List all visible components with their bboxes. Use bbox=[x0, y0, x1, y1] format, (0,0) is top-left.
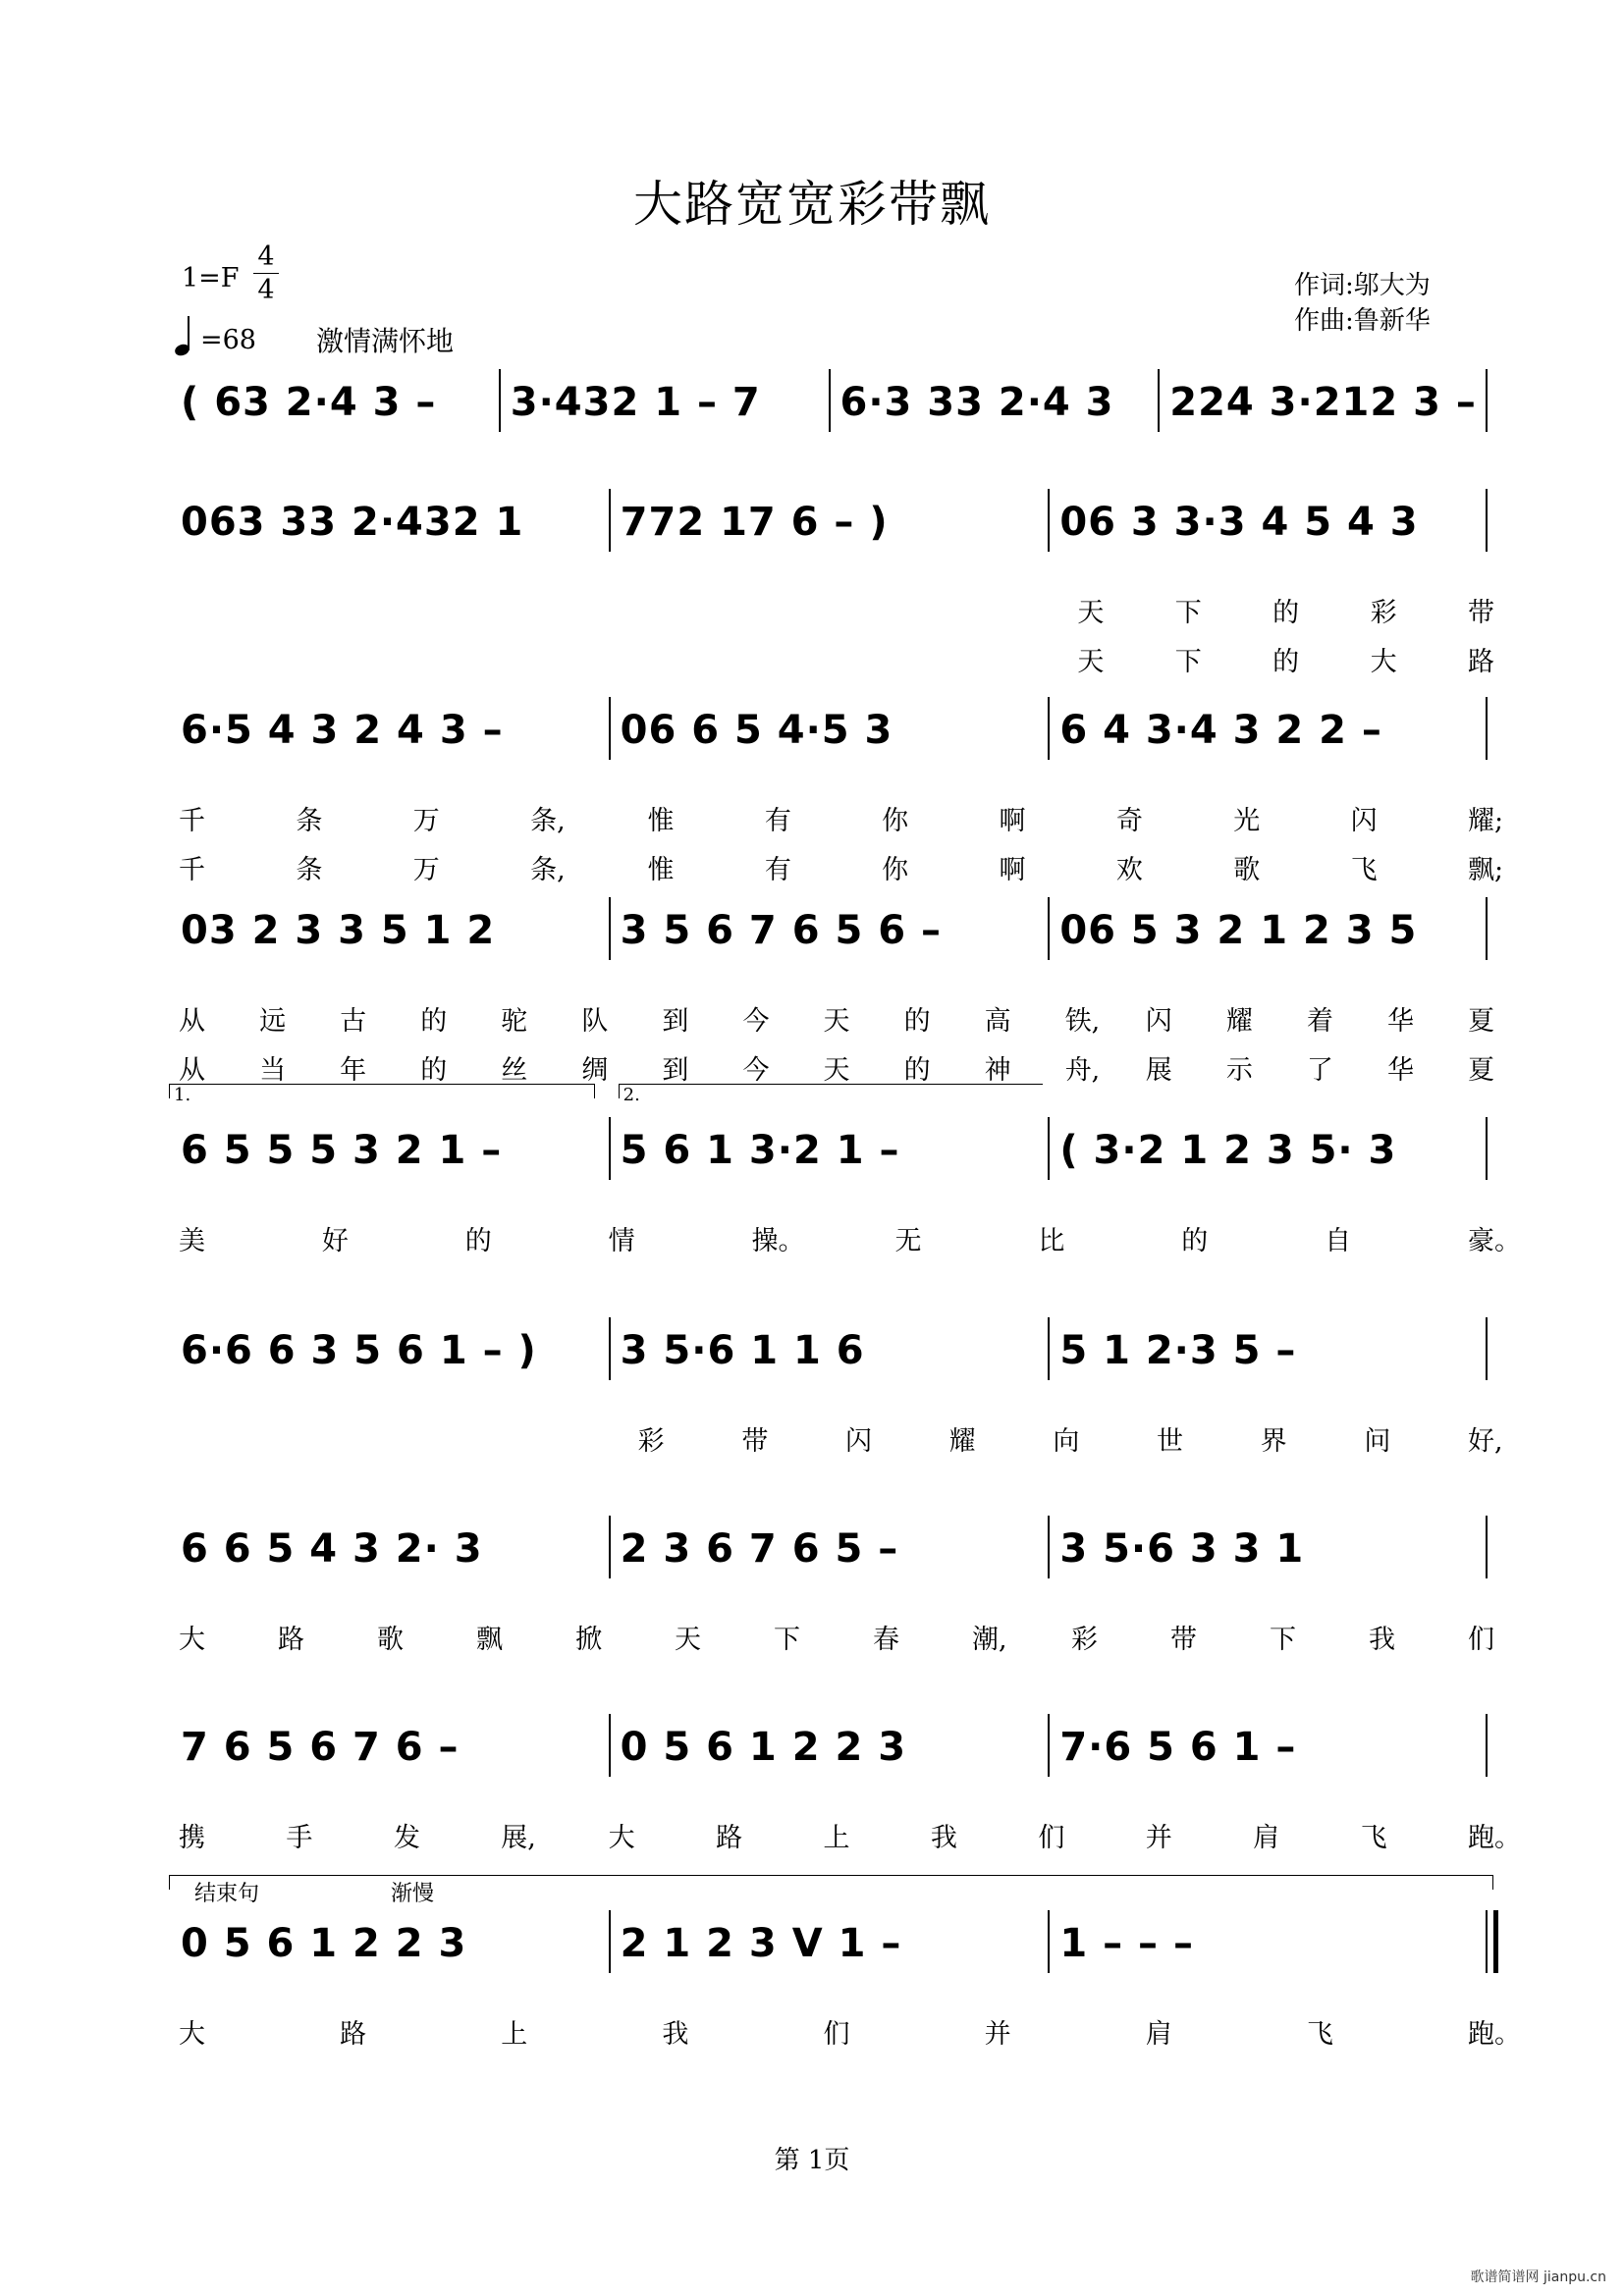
measure-notes: ( 63 2·4 3 – bbox=[181, 380, 437, 425]
lyric-syllable: 有 bbox=[764, 855, 791, 885]
tempo-marking bbox=[175, 316, 256, 355]
lyric-syllable: 天 bbox=[823, 1055, 850, 1086]
lyric-syllable: 展 bbox=[1145, 1055, 1172, 1086]
lyric-syllable: 闪 bbox=[845, 1426, 872, 1457]
lyricist-credit: 作词:邬大为 bbox=[1294, 271, 1431, 300]
lyric-syllable: 你 bbox=[882, 855, 909, 885]
lyric-syllable: 有 bbox=[764, 806, 791, 836]
lyric-syllable: 飞 bbox=[1360, 1823, 1387, 1853]
lyric-syllable: 你 bbox=[882, 806, 909, 836]
measure-notes: 1 – – – bbox=[1059, 1921, 1194, 1966]
lyric-syllable: 下 bbox=[774, 1625, 800, 1655]
lyric-syllable: 大 bbox=[608, 1823, 635, 1853]
barline bbox=[1048, 1117, 1050, 1180]
lyric-syllable: 示 bbox=[1225, 1055, 1253, 1086]
lyric-syllable: 问 bbox=[1364, 1426, 1391, 1457]
lyric-syllable: 天 bbox=[1077, 598, 1105, 628]
lyric-syllable: 携 bbox=[179, 1823, 205, 1853]
lyric-syllable: 大 bbox=[179, 2019, 205, 2050]
barline bbox=[609, 1317, 611, 1380]
ritardando-marking: 渐慢 bbox=[391, 1882, 435, 1906]
barline bbox=[1486, 489, 1488, 552]
lyric-syllable: 手 bbox=[286, 1823, 313, 1853]
barline bbox=[1486, 1317, 1488, 1380]
barline bbox=[1048, 1714, 1050, 1777]
measure-notes: 6 5 5 5 3 2 1 – bbox=[181, 1128, 503, 1173]
lyric-syllable: 华 bbox=[1386, 1006, 1414, 1037]
lyric-syllable: 跑。 bbox=[1468, 1823, 1521, 1853]
measure-notes: 3 5·6 1 1 6 bbox=[620, 1328, 865, 1373]
lyric-syllable: 奇 bbox=[1115, 806, 1143, 836]
barline bbox=[1486, 897, 1488, 960]
time-signature-top: 4 bbox=[257, 241, 275, 272]
lyric-syllable: 歌 bbox=[1233, 855, 1261, 885]
lyric-syllable: 飘; bbox=[1468, 855, 1504, 885]
lyric-syllable: 我 bbox=[662, 2019, 689, 2050]
lyric-syllable: 华 bbox=[1386, 1055, 1414, 1086]
lyric-syllable: 们 bbox=[1038, 1823, 1065, 1853]
lyric-syllable: 发 bbox=[393, 1823, 420, 1853]
lyric-syllable: 彩 bbox=[1071, 1625, 1098, 1655]
barline bbox=[1486, 1910, 1488, 1973]
lyric-syllable: 世 bbox=[1157, 1426, 1183, 1457]
lyric-syllable: 条 bbox=[296, 855, 323, 885]
lyric-syllable: 耀; bbox=[1468, 806, 1504, 836]
barline bbox=[609, 489, 611, 552]
lyric-syllable: 铁, bbox=[1064, 1006, 1101, 1037]
measure-notes: 063 33 2·432 1 bbox=[181, 500, 524, 545]
lyric-syllable: 千 bbox=[179, 806, 205, 836]
lyric-syllable: 的 bbox=[903, 1055, 931, 1086]
lyric-syllable: 带 bbox=[741, 1426, 769, 1457]
lyric-syllable: 光 bbox=[1233, 806, 1261, 836]
coda-label: 结束句 bbox=[194, 1882, 260, 1906]
barline bbox=[1048, 1317, 1050, 1380]
measure-notes: 3 5 6 7 6 5 6 – bbox=[620, 908, 942, 953]
measure-notes: 6·5 4 3 2 4 3 – bbox=[181, 708, 504, 753]
lyric-syllable: 们 bbox=[1468, 1625, 1494, 1655]
barline bbox=[1048, 897, 1050, 960]
lyric-syllable: 从 bbox=[179, 1006, 205, 1037]
lyric-syllable: 到 bbox=[662, 1006, 689, 1037]
lyric-syllable: 高 bbox=[984, 1006, 1011, 1037]
lyric-syllable: 的 bbox=[464, 1226, 492, 1256]
lyric-syllable: 情 bbox=[608, 1226, 635, 1256]
lyric-syllable: 彩 bbox=[637, 1426, 665, 1457]
song-title: 大路宽宽彩带飘 bbox=[633, 176, 991, 233]
coda-bracket bbox=[169, 1875, 1493, 1890]
lyric-syllable: 的 bbox=[1181, 1226, 1209, 1256]
measure-notes: 6 4 3·4 3 2 2 – bbox=[1059, 708, 1382, 753]
measure-notes: 6·3 33 2·4 3 bbox=[839, 380, 1114, 425]
lyric-syllable: 上 bbox=[501, 2019, 528, 2050]
lyric-syllable: 展, bbox=[501, 1823, 536, 1853]
watermark: 歌谱简谱网 jianpu.cn bbox=[1470, 2269, 1606, 2285]
measure-notes: ( 3·2 1 2 3 5· 3 bbox=[1059, 1128, 1397, 1173]
lyric-syllable: 肩 bbox=[1253, 1823, 1280, 1853]
barline bbox=[1158, 369, 1160, 432]
barline bbox=[609, 1714, 611, 1777]
measure-notes: 6 6 5 4 3 2· 3 bbox=[181, 1526, 483, 1572]
composer-credit: 作曲:鲁新华 bbox=[1294, 306, 1431, 336]
lyric-syllable: 路 bbox=[278, 1625, 304, 1655]
measure-notes: 06 6 5 4·5 3 bbox=[620, 708, 893, 753]
lyric-syllable: 欢 bbox=[1115, 855, 1143, 885]
barline bbox=[609, 697, 611, 760]
page-number: 第 1页 bbox=[774, 2146, 850, 2175]
barline bbox=[609, 897, 611, 960]
lyric-syllable: 今 bbox=[742, 1055, 770, 1086]
lyric-syllable: 彩 bbox=[1370, 598, 1397, 628]
lyric-syllable: 肩 bbox=[1145, 2019, 1172, 2050]
lyric-syllable: 上 bbox=[823, 1823, 850, 1853]
barline bbox=[1486, 1117, 1488, 1180]
measure-notes: 7·6 5 6 1 – bbox=[1059, 1725, 1297, 1770]
lyric-syllable: 跑。 bbox=[1468, 2019, 1521, 2050]
lyric-syllable: 的 bbox=[420, 1055, 448, 1086]
lyric-syllable: 操。 bbox=[751, 1226, 805, 1256]
volta-bracket: 2. bbox=[619, 1084, 1044, 1098]
tempo-value: =68 bbox=[200, 325, 256, 355]
lyric-syllable: 天 bbox=[1077, 647, 1105, 677]
lyric-syllable: 无 bbox=[894, 1226, 922, 1256]
lyric-syllable: 今 bbox=[742, 1006, 770, 1037]
lyric-syllable: 耀 bbox=[948, 1426, 976, 1457]
measure-notes: 03 2 3 3 5 1 2 bbox=[181, 908, 496, 953]
lyric-syllable: 当 bbox=[259, 1055, 287, 1086]
lyric-syllable: 的 bbox=[1272, 598, 1300, 628]
volta-bracket: 1. bbox=[169, 1084, 595, 1098]
measure-notes: 06 3 3·3 4 5 4 3 bbox=[1059, 500, 1419, 545]
lyric-syllable: 路 bbox=[1468, 647, 1494, 677]
lyric-syllable: 飞 bbox=[1350, 855, 1378, 885]
measure-notes: 2 1 2 3 V 1 – bbox=[620, 1921, 902, 1966]
quarter-note-icon bbox=[175, 316, 196, 355]
barline bbox=[1048, 1516, 1050, 1578]
lyric-syllable: 豪。 bbox=[1468, 1226, 1521, 1256]
barline bbox=[1486, 1516, 1488, 1578]
lyric-syllable: 大 bbox=[1370, 647, 1397, 677]
lyric-syllable: 从 bbox=[179, 1055, 205, 1086]
barline bbox=[829, 369, 831, 432]
measure-notes: 5 1 2·3 5 – bbox=[1059, 1328, 1297, 1373]
lyric-syllable: 啊 bbox=[999, 855, 1026, 885]
barline bbox=[609, 1117, 611, 1180]
lyric-syllable: 界 bbox=[1260, 1426, 1287, 1457]
lyric-syllable: 路 bbox=[340, 2019, 367, 2050]
barline bbox=[1486, 369, 1488, 432]
key-signature: 1=F bbox=[182, 263, 240, 294]
lyric-syllable: 条, bbox=[530, 855, 566, 885]
lyric-syllable: 带 bbox=[1170, 1625, 1197, 1655]
measure-notes: 5 6 1 3·2 1 – bbox=[620, 1128, 900, 1173]
lyric-syllable: 并 bbox=[984, 2019, 1011, 2050]
lyric-syllable: 自 bbox=[1325, 1226, 1352, 1256]
lyric-syllable: 舟, bbox=[1064, 1055, 1101, 1086]
lyric-syllable: 带 bbox=[1468, 598, 1494, 628]
barline bbox=[609, 1516, 611, 1578]
barline bbox=[1048, 697, 1050, 760]
barline bbox=[1486, 1714, 1488, 1777]
lyric-syllable: 万 bbox=[412, 806, 440, 836]
lyric-syllable: 路 bbox=[716, 1823, 743, 1853]
lyric-syllable: 条 bbox=[296, 806, 323, 836]
lyric-syllable: 并 bbox=[1145, 1823, 1172, 1853]
lyric-syllable: 大 bbox=[179, 1625, 205, 1655]
measure-notes: 2 3 6 7 6 5 – bbox=[620, 1526, 899, 1572]
lyric-syllable: 比 bbox=[1038, 1226, 1065, 1256]
lyric-syllable: 条, bbox=[530, 806, 566, 836]
lyric-syllable: 我 bbox=[1369, 1625, 1395, 1655]
measure-notes: 3 5·6 3 3 1 bbox=[1059, 1526, 1305, 1572]
barline bbox=[1048, 489, 1050, 552]
lyric-syllable: 下 bbox=[1174, 647, 1202, 677]
measure-notes: 7 6 5 6 7 6 – bbox=[181, 1725, 460, 1770]
lyric-syllable: 好, bbox=[1468, 1426, 1503, 1457]
measure-notes: 06 5 3 2 1 2 3 5 bbox=[1059, 908, 1418, 953]
lyric-syllable: 向 bbox=[1053, 1426, 1080, 1457]
barline bbox=[1048, 1910, 1050, 1973]
lyric-syllable: 到 bbox=[662, 1055, 689, 1086]
measure-notes: 772 17 6 – ) bbox=[620, 500, 889, 545]
lyric-syllable: 远 bbox=[259, 1006, 287, 1037]
lyric-syllable: 潮, bbox=[972, 1625, 1007, 1655]
lyric-syllable: 好 bbox=[321, 1226, 349, 1256]
lyric-syllable: 我 bbox=[930, 1823, 957, 1853]
measure-notes: 3·432 1 – 7 bbox=[510, 380, 761, 425]
measure-notes: 0 5 6 1 2 2 3 bbox=[620, 1725, 907, 1770]
lyric-syllable: 闪 bbox=[1350, 806, 1378, 836]
lyric-syllable: 惟 bbox=[647, 855, 675, 885]
lyric-syllable: 们 bbox=[823, 2019, 850, 2050]
lyric-syllable: 了 bbox=[1306, 1055, 1333, 1086]
lyric-syllable: 的 bbox=[420, 1006, 448, 1037]
lyric-syllable: 万 bbox=[412, 855, 440, 885]
lyric-syllable: 队 bbox=[581, 1006, 609, 1037]
lyric-syllable: 耀 bbox=[1225, 1006, 1253, 1037]
lyric-syllable: 飞 bbox=[1306, 2019, 1333, 2050]
measure-notes: 224 3·212 3 – bbox=[1169, 380, 1477, 425]
lyric-syllable: 下 bbox=[1270, 1625, 1296, 1655]
lyric-syllable: 天 bbox=[675, 1625, 701, 1655]
lyric-syllable: 千 bbox=[179, 855, 205, 885]
lyric-syllable: 的 bbox=[1272, 647, 1300, 677]
lyric-syllable: 飘 bbox=[476, 1625, 503, 1655]
lyric-syllable: 年 bbox=[340, 1055, 367, 1086]
lyric-syllable: 下 bbox=[1174, 598, 1202, 628]
time-signature-bottom: 4 bbox=[257, 275, 275, 305]
expression-marking: 激情满怀地 bbox=[316, 325, 455, 357]
lyric-syllable: 夏 bbox=[1468, 1055, 1494, 1086]
barline bbox=[1486, 697, 1488, 760]
barline bbox=[609, 1910, 611, 1973]
lyric-syllable: 惟 bbox=[647, 806, 675, 836]
barline bbox=[499, 369, 501, 432]
lyric-syllable: 着 bbox=[1306, 1006, 1333, 1037]
measure-notes: 6·6 6 3 5 6 1 – ) bbox=[181, 1328, 537, 1373]
lyric-syllable: 天 bbox=[823, 1006, 850, 1037]
lyric-syllable: 歌 bbox=[377, 1625, 404, 1655]
lyric-syllable: 啊 bbox=[999, 806, 1026, 836]
time-signature bbox=[253, 243, 279, 303]
lyric-syllable: 美 bbox=[179, 1226, 205, 1256]
lyric-syllable: 绸 bbox=[581, 1055, 609, 1086]
lyric-syllable: 春 bbox=[873, 1625, 899, 1655]
lyric-syllable: 丝 bbox=[501, 1055, 528, 1086]
lyric-syllable: 掀 bbox=[575, 1625, 602, 1655]
lyric-syllable: 的 bbox=[903, 1006, 931, 1037]
lyric-syllable: 夏 bbox=[1468, 1006, 1494, 1037]
lyric-syllable: 古 bbox=[340, 1006, 367, 1037]
measure-notes: 0 5 6 1 2 2 3 bbox=[181, 1921, 467, 1966]
lyric-syllable: 驼 bbox=[501, 1006, 528, 1037]
lyric-syllable: 神 bbox=[984, 1055, 1011, 1086]
lyric-syllable: 闪 bbox=[1145, 1006, 1172, 1037]
